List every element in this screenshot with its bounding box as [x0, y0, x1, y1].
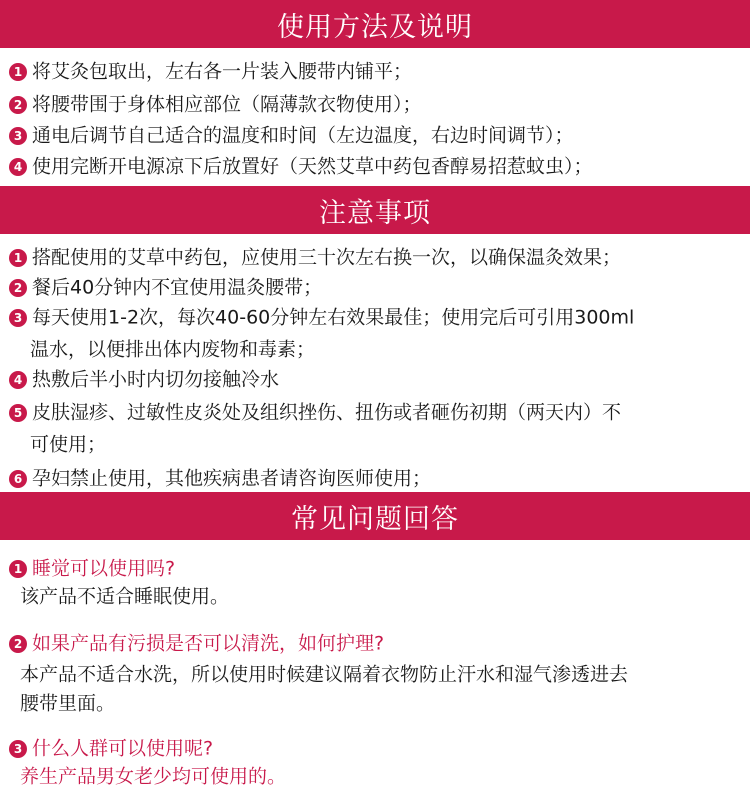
notes-item-3: 3 每天使用1-2次，每次40-60分钟左右效果最佳；使用完后可引用300ml [0, 304, 750, 331]
number-badge-icon: 3 [9, 127, 27, 145]
faq-section-title: 常见问题回答 [0, 492, 750, 540]
usage-section-title: 使用方法及说明 [0, 0, 750, 48]
number-badge-icon: 1 [9, 63, 27, 81]
number-badge-icon: 3 [9, 309, 27, 327]
faq-answer-2: 本产品不适合水洗，所以使用时候建议隔着衣物防止汗水和湿气渗透进去 [20, 663, 629, 686]
number-badge-icon: 5 [9, 404, 27, 422]
number-badge-icon: 4 [9, 371, 27, 389]
notes-item-5: 5 皮肤湿疹、过敏性皮炎处及组织挫伤、扭伤或者砸伤初期（两天内）不 [0, 399, 750, 426]
number-badge-icon: 2 [9, 635, 27, 653]
usage-item-2: 2 将腰带围于身体相应部位（隔薄款衣物使用）； [0, 91, 750, 118]
number-badge-icon: 1 [9, 560, 27, 578]
faq-answer-2-continued: 腰带里面。 [20, 692, 116, 715]
number-badge-icon: 2 [9, 279, 27, 297]
notes-item-3-continued: 温水，以便排出体内废物和毒素； [30, 338, 316, 361]
notes-section-title: 注意事项 [0, 186, 750, 234]
faq-question-3: 3 什么人群可以使用呢? [0, 735, 750, 762]
usage-item-1: 1 将艾灸包取出，左右各一片装入腰带内铺平； [0, 58, 750, 85]
number-badge-icon: 4 [9, 158, 27, 176]
faq-answer-3: 养生产品男女老少均可使用的。 [20, 765, 287, 788]
faq-question-1: 1 睡觉可以使用吗? [0, 555, 750, 582]
notes-item-6: 6 孕妇禁止使用，其他疾病患者请咨询医师使用； [0, 465, 750, 492]
number-badge-icon: 1 [9, 249, 27, 267]
notes-item-2: 2 餐后40分钟内不宜使用温灸腰带； [0, 274, 750, 301]
number-badge-icon: 3 [9, 740, 27, 758]
notes-item-1: 1 搭配使用的艾草中药包，应使用三十次左右换一次，以确保温灸效果； [0, 244, 750, 271]
usage-item-4: 4 使用完断开电源凉下后放置好（天然艾草中药包香醇易招惹蚊虫）； [0, 153, 750, 180]
number-badge-icon: 6 [9, 470, 27, 488]
notes-item-5-continued: 可使用； [30, 433, 107, 456]
usage-item-3: 3 通电后调节自己适合的温度和时间（左边温度，右边时间调节）； [0, 122, 750, 149]
faq-question-2: 2 如果产品有污损是否可以清洗，如何护理? [0, 630, 750, 657]
notes-item-4: 4 热敷后半小时内切勿接触冷水 [0, 366, 750, 393]
faq-answer-1: 该产品不适合睡眠使用。 [20, 585, 230, 608]
number-badge-icon: 2 [9, 96, 27, 114]
